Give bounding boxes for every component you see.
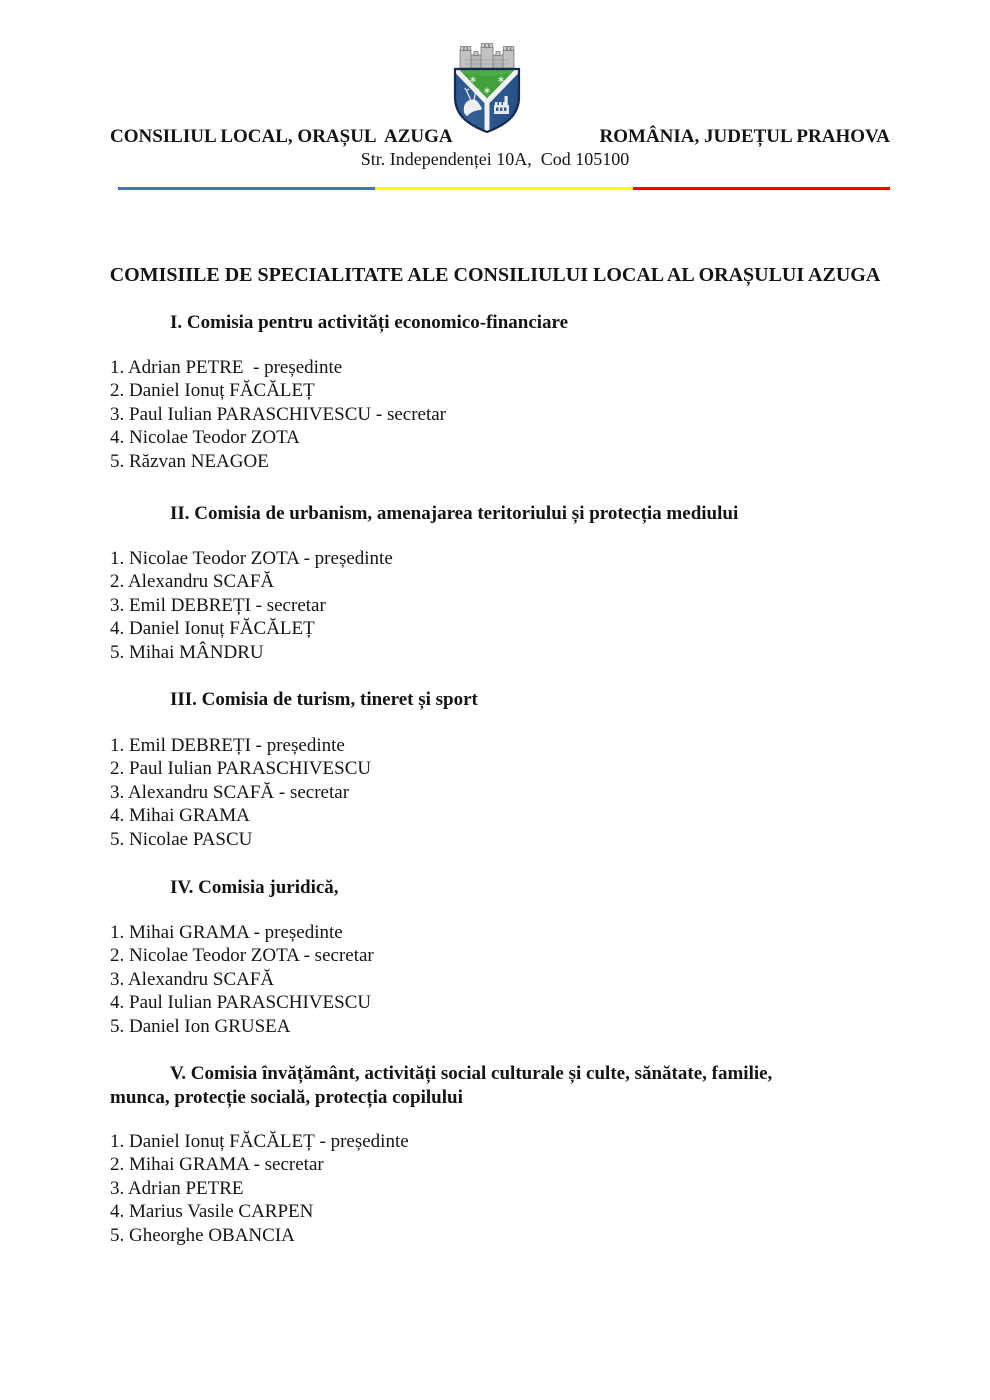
member-item: 4. Nicolae Teodor ZOTA — [110, 427, 300, 449]
institution-name: CONSILIUL LOCAL, ORAȘUL AZUGA — [110, 126, 453, 147]
member-item: 5. Răzvan NEAGOE — [110, 450, 269, 472]
commission-5-heading — [110, 1062, 892, 1109]
commission-2-members — [110, 547, 393, 664]
coat-of-arms — [452, 42, 522, 134]
member-item: 5. Mihai MÂNDRU — [110, 641, 264, 663]
member-item: 2. Paul Iulian PARASCHIVESCU — [110, 758, 372, 780]
address-line: Str. Independenței 10A, Cod 105100 — [360, 149, 630, 169]
commission-5-heading-line-2: munca, protecție socială, protecția copilului — [110, 1086, 463, 1108]
member-item: 1. Nicolae Teodor ZOTA - președinte — [110, 548, 393, 569]
member-item: 4. Marius Vasile CARPEN — [110, 1201, 314, 1223]
flag-blue-segment — [118, 187, 375, 190]
flag-red-segment — [633, 187, 890, 190]
member-item: 3. Alexandru SCAFĂ — [110, 968, 275, 990]
member-item: 5. Gheorghe OBANCIA — [110, 1224, 295, 1246]
commission-1-heading: I. Comisia pentru activități economico-financiare — [170, 312, 569, 333]
member-item: 5. Nicolae PASCU — [110, 828, 253, 850]
member-item: 1. Mihai GRAMA - președinte — [110, 922, 343, 943]
region-name: ROMÂNIA, JUDEȚUL PRAHOVA — [599, 126, 890, 147]
member-item: 2. Alexandru SCAFĂ — [110, 571, 275, 593]
commission-3-heading: III. Comisia de turism, tineret și sport — [170, 689, 478, 710]
mural-crown-icon — [460, 44, 514, 69]
member-item: 2. Nicolae Teodor ZOTA - secretar — [110, 945, 374, 967]
member-item: 3. Alexandru SCAFĂ - secretar — [110, 781, 350, 803]
commission-2-heading: II. Comisia de urbanism, amenajarea teritoriului și protecția mediului — [170, 503, 739, 524]
commission-1-members — [110, 356, 446, 473]
member-item: 4. Mihai GRAMA — [110, 805, 250, 827]
document-title: COMISIILE DE SPECIALITATE ALE CONSILIULUI LOCAL AL ORAȘULUI AZUGA — [109, 264, 881, 286]
member-item: 1. Emil DEBREȚI - președinte — [110, 735, 345, 756]
member-item: 5. Daniel Ion GRUSEA — [110, 1015, 291, 1037]
member-item: 2. Daniel Ionuț FĂCĂLEȚ — [110, 380, 315, 402]
member-item: 1. Adrian PETRE - președinte — [110, 357, 343, 378]
member-item: 4. Paul Iulian PARASCHIVESCU — [110, 992, 372, 1014]
commission-4-heading: IV. Comisia juridică, — [170, 877, 339, 898]
member-item: 3. Adrian PETRE — [110, 1177, 244, 1199]
member-item: 1. Daniel Ionuț FĂCĂLEȚ - președinte — [110, 1131, 409, 1152]
commission-5-members — [110, 1130, 409, 1247]
commission-5-heading-line-1: V. Comisia învățământ, activități social culturale și culte, sănătate, familie, — [170, 1063, 773, 1084]
member-item: 4. Daniel Ionuț FĂCĂLEȚ — [110, 618, 315, 640]
flag-yellow-segment — [375, 187, 632, 190]
commission-4-members — [110, 921, 374, 1038]
member-item: 3. Paul Iulian PARASCHIVESCU - secretar — [110, 403, 446, 425]
commission-3-members — [110, 734, 371, 851]
member-item: 3. Emil DEBREȚI - secretar — [110, 594, 326, 616]
member-item: 2. Mihai GRAMA - secretar — [110, 1154, 324, 1176]
flag-divider — [118, 187, 890, 190]
